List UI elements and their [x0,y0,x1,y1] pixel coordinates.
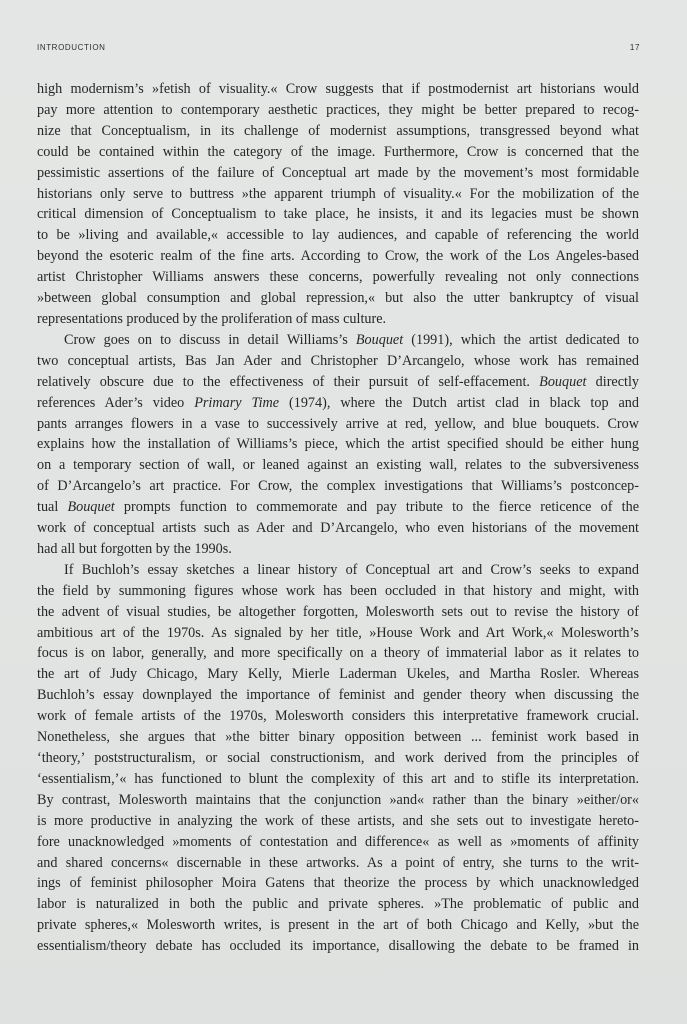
text-line: If Buchloh’s essay sketches a linear history of Conceptual art and Crow’s seeks to expand [64,561,639,578]
text-line: explains how the installation of Williams’s piece, which the artist specified should be either hung [37,436,639,453]
text-line: ings of feminist philosopher Moira Gatens that theorize the process by which unacknowledged [37,875,639,892]
paragraph [37,330,639,560]
body-text [37,79,639,957]
text-line: beyond the esoteric realm of the fine arts. According to Crow, the work of the Los Angeles-based [37,248,639,265]
text-line: ‘theory,’ poststructuralism, or social constructionism, and work derived from the principles of [37,750,639,766]
text-line: and shared concerns« discernable in these artworks. As a point of entry, she turns to the writ- [37,854,639,871]
text-line: Crow goes on to discuss in detail Williams’s Bouquet (1991), which the artist dedicated to [64,331,639,348]
text-line: the art of Judy Chicago, Mary Kelly, Mierle Laderman Ukeles, and Martha Rosler. Whereas [37,666,639,683]
text-line: pants arranges flowers in a vase to successively arrive at red, yellow, and blue bouquets. Crow [37,415,639,432]
text-line: the advent of visual studies, be altogether forgotten, Molesworth sets out to revise the history of [37,603,639,620]
text-line: ‘essentialism,’« has functioned to blunt the complexity of this art and to stifle its interpretation. [37,770,639,787]
text-line: two conceptual artists, Bas Jan Ader and Christopher D’Arcangelo, whose work has remained [37,352,639,369]
running-head [37,43,640,55]
text-line: on a temporary section of wall, or leaned against an existing wall, relates to the subversiveness [37,457,639,474]
text-line: tual Bouquet prompts function to commemorate and pay tribute to the fierce reticence of the [37,499,639,516]
text-line: Buchloh’s essay downplayed the importance of feminist and gender theory when discussing the [37,687,639,704]
text-line: high modernism’s »fetish of visuality.« Crow suggests that if postmodernist art historians would [37,81,639,97]
text-line: relatively obscure due to the effectiveness of their pursuit of self-effacement. Bouquet directly [37,373,639,390]
text-line: fore unacknowledged »moments of contestation and difference« as well as »moments of affinity [37,833,639,850]
text-line: nize that Conceptualism, in its challenge of modernist assumptions, transgressed beyond what [37,122,639,139]
text-line: private spheres,« Molesworth writes, is present in the art of both Chicago and Kelly, »but the [37,917,639,934]
text-line: had all but forgotten by the 1990s. [37,540,232,557]
text-line: critical dimension of Conceptualism to take place, he insists, it and its legacies must be shown [37,206,639,223]
text-line: references Ader’s video Primary Time (1974), where the Dutch artist clad in black top and [37,394,639,411]
paragraph [37,560,639,957]
text-line: pay more attention to contemporary aesthetic practices, they might be better prepared to recog- [37,101,639,118]
text-line: By contrast, Molesworth maintains that the conjunction »and« rather than the binary »either/or« [37,791,639,808]
text-line: labor is naturalized in both the public and private spheres. »The problematic of public and [37,896,639,913]
text-line: work of female artists of the 1970s, Molesworth considers this interpretative framework crucial. [37,708,639,725]
running-head-section: INTRODUCTION [37,43,106,52]
text-line: historians only serve to buttress »the apparent triumph of visuality.« For the mobilization of the [37,185,639,202]
text-line: to be »living and available,« accessible to lay audiences, and capable of referencing the world [37,227,639,244]
text-line: Nonetheless, she argues that »the bitter binary opposition between ... feminist work based in [37,729,639,746]
text-line: »between global consumption and global repression,« but also the utter bankruptcy of visual [37,290,639,307]
text-line: artist Christopher Williams answers these concerns, powerfully revealing not only connections [37,269,639,286]
page-number: 17 [629,43,640,52]
text-line: the field by summoning figures whose work has been occluded in that history and might, with [37,582,639,599]
paragraph [37,79,639,330]
text-line: could be contained within the category of the image. Furthermore, Crow is concerned that the [37,143,639,160]
text-line: pessimistic assertions of the failure of Conceptual art made by the movement’s most formidable [37,164,639,181]
text-line: representations produced by the proliferation of mass culture. [37,310,387,327]
text-line: of D’Arcangelo’s art practice. For Crow, the complex investigations that Williams’s postconcep- [37,478,639,495]
text-line: ambitious art of the 1970s. As signaled by her title, »House Work and Art Work,« Molesworth’s [37,624,639,641]
text-line: work of conceptual artists such as Ader and D’Arcangelo, who even historians of the movement [37,520,639,537]
text-line: is more productive in analyzing the work of these artists, and she sets out to investigate hereto- [37,812,639,829]
text-line: essentialism/theory debate has occluded its importance, disallowing the debate to be framed in [37,938,639,955]
text-line: focus is on labor, generally, and more specifically on a theory of immaterial labor as it relates to [37,645,639,662]
